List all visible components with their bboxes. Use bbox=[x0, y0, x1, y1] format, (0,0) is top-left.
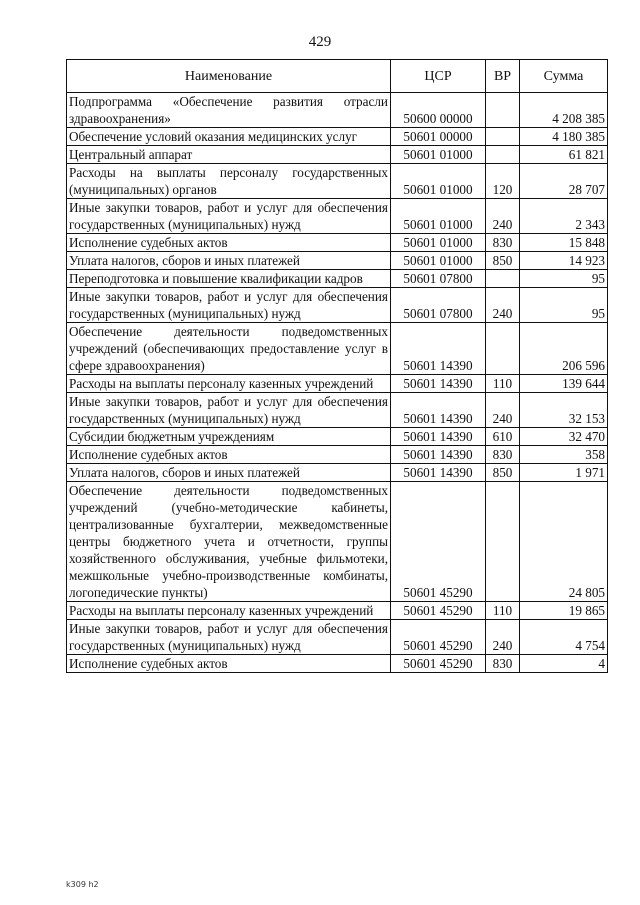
header-name: Наименование bbox=[67, 60, 391, 93]
table-row bbox=[67, 602, 608, 620]
row-sum-cell: 4 bbox=[520, 655, 608, 673]
row-name-cell: Обеспечение деятельности подведомственных учреждений (учебно-методические кабинеты, централизованные бухгалтерии, межведомственные центры бюджетного учета и отчетности, группы хозяйственного обслуживания, учебные фильмотеки, межшкольные учебно-производственные комбинаты, логопедические пункты) bbox=[67, 482, 391, 602]
row-csr-cell: 50601 45290 bbox=[391, 655, 486, 673]
row-vr-cell: 850 bbox=[486, 252, 520, 270]
page-number: 429 bbox=[308, 34, 332, 50]
table-row bbox=[67, 323, 608, 375]
row-name-cell: Уплата налогов, сборов и иных платежей bbox=[67, 464, 391, 482]
row-sum-cell: 206 596 bbox=[520, 323, 608, 375]
row-name-cell: Исполнение судебных актов bbox=[67, 446, 391, 464]
row-vr-cell: 120 bbox=[486, 164, 520, 199]
row-vr-cell bbox=[486, 146, 520, 164]
row-name-cell: Расходы на выплаты персоналу государственных (муниципальных) органов bbox=[67, 164, 391, 199]
row-name-cell: Иные закупки товаров, работ и услуг для обеспечения государственных (муниципальных) нужд bbox=[67, 288, 391, 323]
row-vr-cell bbox=[486, 93, 520, 128]
row-sum-cell: 32 153 bbox=[520, 393, 608, 428]
row-csr-cell: 50601 07800 bbox=[391, 288, 486, 323]
row-name-cell: Иные закупки товаров, работ и услуг для обеспечения государственных (муниципальных) нужд bbox=[67, 620, 391, 655]
table-row bbox=[67, 270, 608, 288]
table-header-row bbox=[67, 60, 608, 93]
row-sum-cell: 1 971 bbox=[520, 464, 608, 482]
row-vr-cell: 830 bbox=[486, 446, 520, 464]
row-vr-cell: 850 bbox=[486, 464, 520, 482]
row-sum-cell: 61 821 bbox=[520, 146, 608, 164]
table-row bbox=[67, 234, 608, 252]
row-vr-cell: 240 bbox=[486, 288, 520, 323]
row-name-cell: Обеспечение условий оказания медицинских услуг bbox=[67, 128, 391, 146]
row-name-cell: Расходы на выплаты персоналу казенных учреждений bbox=[67, 602, 391, 620]
row-name-cell: Исполнение судебных актов bbox=[67, 234, 391, 252]
table-row bbox=[67, 128, 608, 146]
table-body bbox=[67, 93, 608, 673]
row-sum-cell: 28 707 bbox=[520, 164, 608, 199]
row-name-cell: Иные закупки товаров, работ и услуг для обеспечения государственных (муниципальных) нужд bbox=[67, 199, 391, 234]
table-row bbox=[67, 482, 608, 602]
row-csr-cell: 50601 07800 bbox=[391, 270, 486, 288]
row-csr-cell: 50601 01000 bbox=[391, 146, 486, 164]
row-name-cell: Исполнение судебных актов bbox=[67, 655, 391, 673]
table-row bbox=[67, 93, 608, 128]
row-sum-cell: 24 805 bbox=[520, 482, 608, 602]
row-csr-cell: 50601 01000 bbox=[391, 252, 486, 270]
row-csr-cell: 50601 45290 bbox=[391, 602, 486, 620]
row-name-cell: Подпрограмма «Обеспечение развития отрасли здравоохранения» bbox=[67, 93, 391, 128]
row-name-cell: Переподготовка и повышение квалификации кадров bbox=[67, 270, 391, 288]
row-csr-cell: 50600 00000 bbox=[391, 93, 486, 128]
row-csr-cell: 50601 14390 bbox=[391, 323, 486, 375]
header-vr: ВР bbox=[486, 60, 520, 93]
table-row bbox=[67, 393, 608, 428]
table-row bbox=[67, 199, 608, 234]
row-csr-cell: 50601 14390 bbox=[391, 446, 486, 464]
row-vr-cell bbox=[486, 270, 520, 288]
row-csr-cell: 50601 45290 bbox=[391, 482, 486, 602]
row-sum-cell: 139 644 bbox=[520, 375, 608, 393]
row-csr-cell: 50601 45290 bbox=[391, 620, 486, 655]
row-sum-cell: 358 bbox=[520, 446, 608, 464]
row-sum-cell: 19 865 bbox=[520, 602, 608, 620]
row-csr-cell: 50601 01000 bbox=[391, 199, 486, 234]
header-sum: Сумма bbox=[520, 60, 608, 93]
table-row bbox=[67, 428, 608, 446]
table-row bbox=[67, 464, 608, 482]
row-csr-cell: 50601 14390 bbox=[391, 375, 486, 393]
row-sum-cell: 4 208 385 bbox=[520, 93, 608, 128]
row-sum-cell: 4 180 385 bbox=[520, 128, 608, 146]
row-vr-cell: 830 bbox=[486, 234, 520, 252]
table-row bbox=[67, 146, 608, 164]
row-name-cell: Центральный аппарат bbox=[67, 146, 391, 164]
row-vr-cell: 110 bbox=[486, 602, 520, 620]
row-vr-cell: 240 bbox=[486, 620, 520, 655]
row-sum-cell: 15 848 bbox=[520, 234, 608, 252]
row-vr-cell: 240 bbox=[486, 199, 520, 234]
row-vr-cell: 110 bbox=[486, 375, 520, 393]
row-name-cell: Обеспечение деятельности подведомственных учреждений (обеспечивающих предоставление услуг в сфере здравоохранения) bbox=[67, 323, 391, 375]
row-vr-cell: 830 bbox=[486, 655, 520, 673]
table-row bbox=[67, 446, 608, 464]
row-name-cell: Уплата налогов, сборов и иных платежей bbox=[67, 252, 391, 270]
row-vr-cell bbox=[486, 323, 520, 375]
row-name-cell: Расходы на выплаты персоналу казенных учреждений bbox=[67, 375, 391, 393]
table-row bbox=[67, 655, 608, 673]
table-row bbox=[67, 375, 608, 393]
row-sum-cell: 14 923 bbox=[520, 252, 608, 270]
row-name-cell: Субсидии бюджетным учреждениям bbox=[67, 428, 391, 446]
table-row bbox=[67, 164, 608, 199]
row-sum-cell: 95 bbox=[520, 270, 608, 288]
table-row bbox=[67, 620, 608, 655]
row-csr-cell: 50601 14390 bbox=[391, 393, 486, 428]
row-sum-cell: 95 bbox=[520, 288, 608, 323]
row-vr-cell bbox=[486, 482, 520, 602]
row-csr-cell: 50601 01000 bbox=[391, 164, 486, 199]
table-row bbox=[67, 288, 608, 323]
row-csr-cell: 50601 01000 bbox=[391, 234, 486, 252]
header-csr: ЦСР bbox=[391, 60, 486, 93]
row-vr-cell bbox=[486, 128, 520, 146]
budget-table bbox=[66, 59, 608, 673]
table-row bbox=[67, 252, 608, 270]
row-vr-cell: 610 bbox=[486, 428, 520, 446]
row-sum-cell: 4 754 bbox=[520, 620, 608, 655]
row-sum-cell: 2 343 bbox=[520, 199, 608, 234]
row-name-cell: Иные закупки товаров, работ и услуг для обеспечения государственных (муниципальных) нужд bbox=[67, 393, 391, 428]
row-csr-cell: 50601 00000 bbox=[391, 128, 486, 146]
footer-code: k309 h2 bbox=[66, 880, 99, 889]
row-sum-cell: 32 470 bbox=[520, 428, 608, 446]
row-csr-cell: 50601 14390 bbox=[391, 464, 486, 482]
row-csr-cell: 50601 14390 bbox=[391, 428, 486, 446]
row-vr-cell: 240 bbox=[486, 393, 520, 428]
